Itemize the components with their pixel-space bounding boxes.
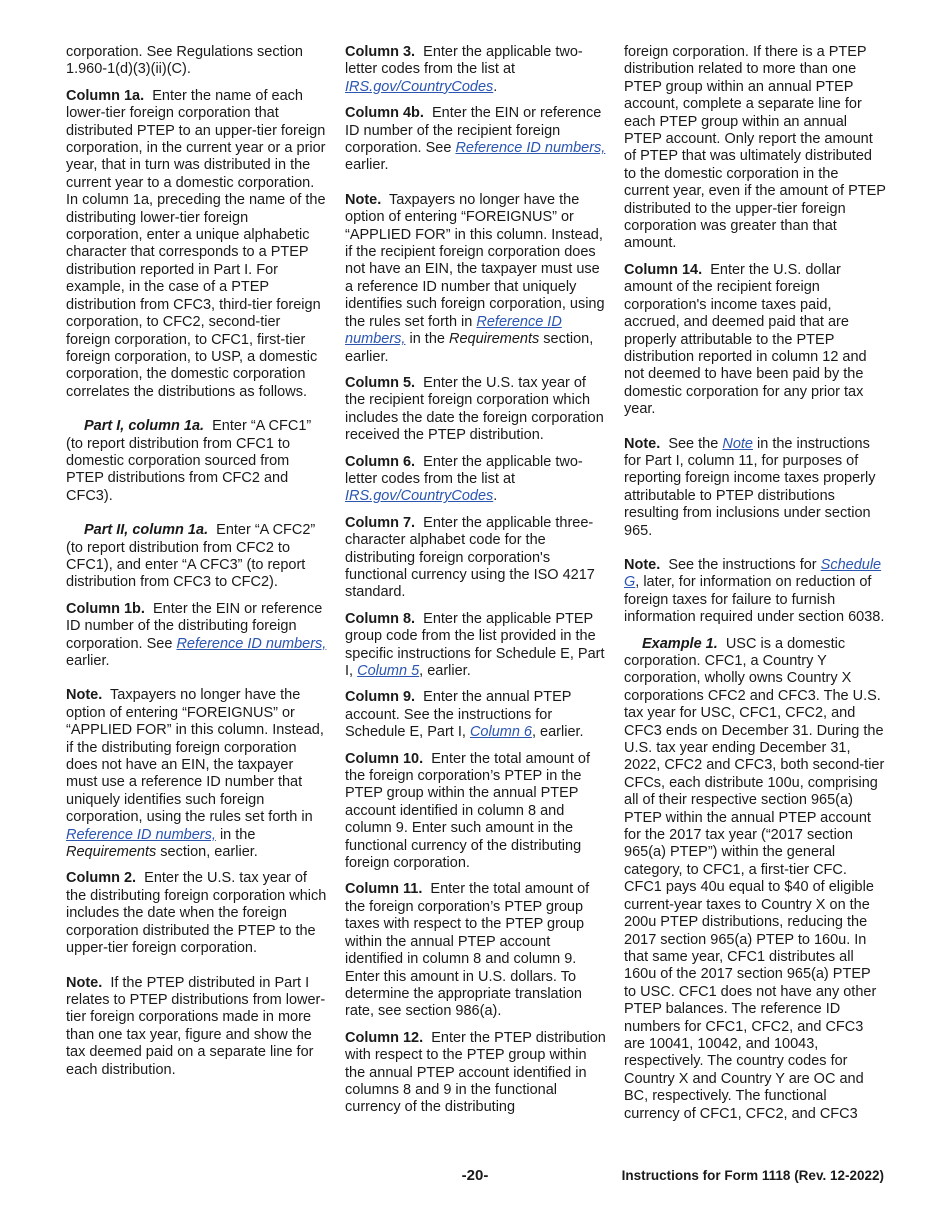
reference-id-link[interactable]: Reference ID numbers, [455,140,606,157]
paragraph [66,870,328,957]
heading: Column 7. [345,514,416,531]
heading: Column 4b. [345,105,424,122]
body-text: Enter the applicable two-letter codes from the list at [345,44,583,78]
heading: Column 9. [345,689,416,706]
paragraph [345,515,607,602]
heading: Note. [66,974,103,991]
column-left [66,44,328,1088]
body-text: Enter the total amount of the foreign corporation’s PTEP group taxes with respect to the PTEP group within the annual PTEP account identified in column 8 and column 9. Enter this amount in U.S. dollars. To determine the appropriate translation rate, see section 986(a). [345,881,590,1020]
body-text: in the instructions for Part I, column 11, for purposes of reporting foreign income taxes properly attributable to PTEP distributions resulting from inclusions under section 965. [624,435,876,539]
heading: Column 1b. [66,600,145,617]
column-right [624,44,886,1132]
body-text: Enter the U.S. tax year of the recipient foreign corporation which includes the date the foreign corporation received the PTEP distribution. [345,374,604,444]
paragraph [345,44,607,96]
heading: Column 6. [345,453,416,470]
column-middle [345,44,607,1126]
column-5-link[interactable]: Column 5 [357,663,420,679]
paragraph [345,192,607,366]
paragraph [345,1030,607,1117]
body-text: Taxpayers no longer have the option of entering “FOREIGNUS” or “APPLIED FOR” in this column. Instead, if the distributing foreign corporation does not have an EIN, the taxpayer must use a reference ID number that uniquely identifies such foreign corporation, using the rules set forth in [66,687,324,826]
paragraph [66,687,328,861]
heading: Column 10. [345,750,424,767]
body-text: in the [219,826,256,843]
reference-id-link[interactable]: Reference ID numbers, [345,313,562,348]
heading: Note. [66,687,103,704]
body-text: section, earlier. [160,844,258,861]
body-text: section, earlier. [345,331,594,365]
paragraph [66,418,328,505]
paragraph [345,454,607,506]
paragraph [624,636,886,1123]
body-text: Enter the annual PTEP account. See the instructions for Schedule E, Part I, [345,689,572,741]
heading: Column 12. [345,1029,424,1046]
body-text: Enter “A CFC2” (to report distribution from CFC2 to CFC1), and enter “A CFC3” (to report distribution from CFC3 to CFC2). [66,522,316,591]
italic-text: Requirements [449,331,540,348]
page-number: -20- [461,1167,489,1184]
heading: Note. [345,191,382,208]
paragraph [345,105,607,175]
body-text: . [493,488,498,505]
heading: Column 2. [66,870,137,887]
body-text: Enter the EIN or reference ID number of the distributing foreign corporation. See [66,600,323,652]
body-text: Taxpayers no longer have the option of entering “FOREIGNUS” or “APPLIED FOR” in this column. Instead, if the recipient foreign corporation does not have an EIN, the taxpayer must use a reference ID number that uniquely identifies such foreign corporation, using the rules set forth in [345,191,605,330]
body-text: , earlier. [419,663,471,679]
body-text: Enter the name of each lower-tier foreign corporation that distributed PTEP to an upper-tier foreign corporation, in the current year or a prior year, that in turn was distributed in the current year to a domestic corporation. In column 1a, preceding the name of the distributing lower-tier foreign corporation, enter a unique alphabetic character that corresponds to a PTEP distribution reported in Part I. For example, in the case of a PTEP distribution from CFC3, third-tier foreign corporation, to CFC2, second-tier foreign corporation, to CFC1, first-tier foreign corporation, to USP, a domestic corporation, the domestic corporation correlates the distributions as follows. [66,87,326,400]
body-text: If the PTEP distributed in Part I relates to PTEP distributions from lower-tier foreign corporations made in more than one tax year, figure and show the tax deemed paid on a separate line for each distribution. [66,974,326,1078]
body-text: earlier. [66,653,110,669]
reference-id-link[interactable]: Reference ID numbers, [176,635,327,652]
heading: Example 1. [642,635,718,652]
reference-id-link[interactable]: Reference ID numbers, [66,826,216,843]
paragraph: foreign corporation. If there is a PTEP distribution related to more than one PTEP group within an annual PTEP account, complete a separate line for each PTEP group within an annual PTEP account. Only report the amount of PTEP that was ultimately distributed to the domestic corporation in the current year, even if the amount of PTEP distributed to the upper-tier foreign corporation was greater than that amount. [624,44,886,252]
italic-text: Requirements [66,844,157,861]
note-link[interactable]: Note [722,435,753,452]
paragraph [345,375,607,445]
country-codes-link[interactable]: IRS.gov/CountryCodes [345,488,494,505]
paragraph [345,881,607,1020]
paragraph [624,262,886,419]
heading: Part II, column 1a. [84,522,209,539]
body-text: Enter the applicable two-letter codes from the list at [345,453,583,487]
heading: Column 5. [345,374,416,391]
body-text: Enter the EIN or reference ID number of the recipient foreign corporation. See [345,105,602,157]
body-text: Enter the applicable three-character alphabet code for the distributing foreign corporation's functional currency using the ISO 4217 standard. [345,514,595,601]
body-text: in the [409,331,445,348]
body-text: USC is a domestic corporation. CFC1, a Country Y corporation, wholly owns Country X corporations CFC2 and CFC3. The U.S. tax year for USC, CFC1, CFC2, and CFC3 ends on December 31. During the U.S. tax year ending December 31, 2022, CFC2 and CFC3, both second-tier CFCs, each distribute 100u, comprising all of their respective section 965(a) PTEP within the annual PTEP account for the 2017 tax year (“2017 section 965(a) PTEP”) within the general category, to CFC1, a first-tier CFC. CFC1 pays 40u equal to $40 of eligible current-year taxes to Country X on the 200u PTEP distributions, reducing the 2017 section 965(a) PTEP to 160u. In that same year, CFC1 distributes all 160u of the 2017 section 965(a) PTEP to USC. CFC1 does not have any other PTEP balances. The reference ID numbers for CFC1, CFC2, and CFC3 are 10041, 10042, and 10043, respectively. The country codes for Country X and Country Y are OC and BC, respectively. The functional currency of CFC1, CFC2, and CFC3 [624,635,885,1122]
body-text: Enter the applicable PTEP group code from the list provided in the specific instructions for Schedule E, Part I, [345,610,605,679]
paragraph [66,601,328,671]
body-text: Enter the U.S. dollar amount of the recipient foreign corporation's income taxes paid, accrued, and deemed paid that are properly attributable to the PTEP distribution reported in column 12 and not deemed to have been paid by the domestic corporation for any prior tax year. [624,261,867,418]
paragraph [66,522,328,592]
body-text: , earlier. [532,724,584,741]
body-text: See the [668,435,719,452]
body-text: Enter the PTEP distribution with respect to the PTEP group within the annual PTEP account identified in columns 8 and 9 in the functional currency of the distributing [345,1029,606,1116]
form-title: Instructions for Form 1118 (Rev. 12-2022) [621,1168,884,1183]
heading: Column 3. [345,44,416,60]
schedule-g-link[interactable]: Schedule G [624,556,882,591]
heading: Column 11. [345,881,423,898]
country-codes-link[interactable]: IRS.gov/CountryCodes [345,78,494,95]
heading: Column 14. [624,261,703,278]
paragraph [345,611,607,681]
paragraph [345,689,607,741]
body-text: earlier. [345,157,389,174]
body-text: Enter “A CFC1” (to report distribution from CFC1 to domestic corporation sourced from PTEP distributions from CFC2 and CFC3). [66,418,312,504]
heading: Column 8. [345,610,416,627]
body-text: Enter the U.S. tax year of the distributing foreign corporation which includes the date when the foreign corporation distributed the PTEP to the upper-tier foreign corporation. [66,870,327,957]
body-text: . [493,78,498,95]
paragraph [66,88,328,401]
paragraph [66,975,328,1079]
body-text: See the instructions for [668,556,817,573]
column-6-link[interactable]: Column 6 [469,724,532,741]
heading: Note. [624,435,661,452]
heading: Note. [624,556,661,573]
heading: Part I, column 1a. [84,418,205,435]
paragraph: corporation. See Regulations section 1.960-1(d)(3)(ii)(C). [66,44,303,78]
paragraph [624,557,886,627]
paragraph [345,751,607,873]
paragraph [624,436,886,540]
heading: Column 1a. [66,87,145,104]
body-text: , later, for information on reduction of foreign taxes for failure to furnish information required under section 6038. [624,574,885,626]
body-text: Enter the total amount of the foreign corporation’s PTEP in the PTEP group within the annual PTEP account identified in column 8 and column 9. Enter such amount in the functional currency of the distributing foreign corporation. [345,750,591,872]
